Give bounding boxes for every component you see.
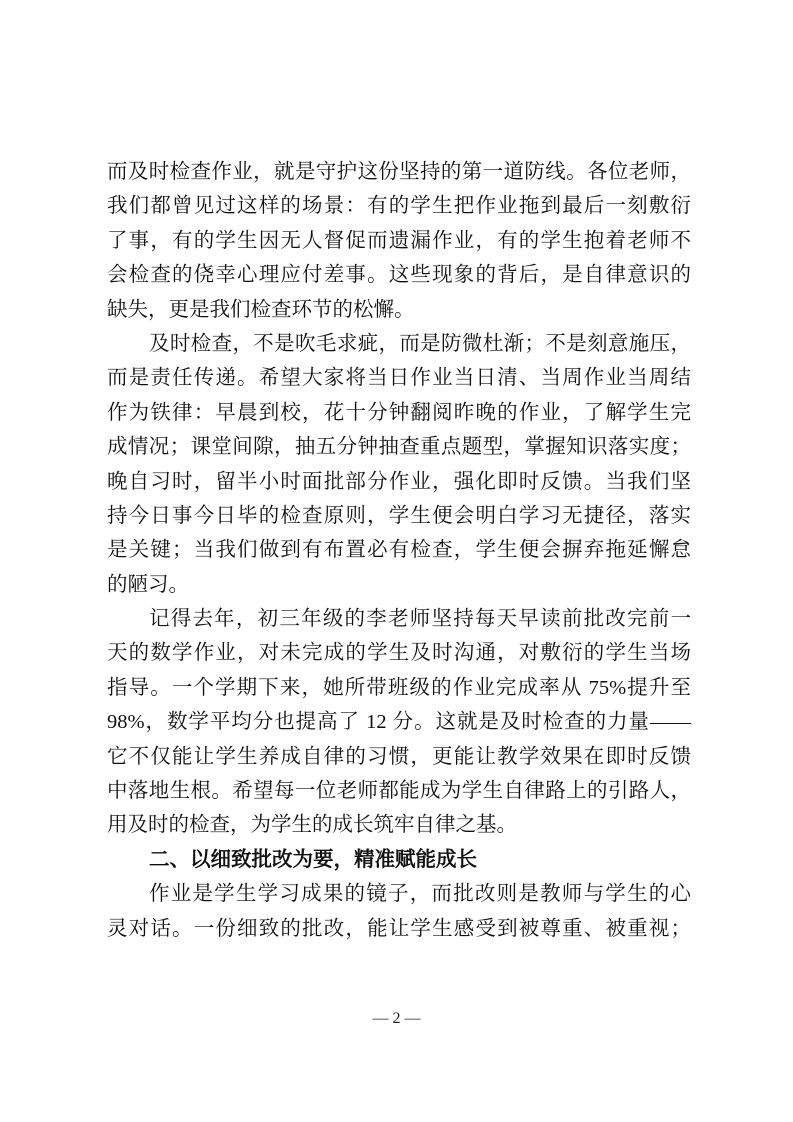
text-line: 及时检查，不是吹毛求疵，而是防微杜渐；不是刻意施压， — [149, 332, 691, 355]
text-line: 记得去年，初三年级的李老师坚持每天早读前批改完前一 — [149, 608, 691, 631]
text-line: 成情况；课堂间隙，抽五分钟抽查重点题型，掌握知识落实度； — [107, 436, 691, 459]
text-line: 用及时的检查，为学生的成长筑牢自律之基。 — [107, 814, 517, 837]
text-line: 的陋习。 — [107, 573, 189, 596]
paragraph — [107, 155, 691, 327]
text-line: 灵对话。一份细致的批改，能让学生感受到被尊重、被重视； — [107, 917, 691, 940]
paragraph — [107, 877, 691, 946]
section-heading — [107, 843, 691, 877]
text-line: 天的数学作业，对未完成的学生及时沟通，对敷衍的学生当场 — [107, 642, 691, 665]
text-line: 而及时检查作业，就是守护这份坚持的第一道防线。各位老师， — [107, 161, 691, 183]
text-line: 会检查的侥幸心理应付差事。这些现象的背后，是自律意识的 — [107, 264, 691, 287]
heading-text: 二、以细致批改为要，精准赋能成长 — [149, 848, 477, 871]
page-number: — 2 — — [372, 1010, 421, 1027]
text-line: 它不仅能让学生养成自律的习惯，更能让教学效果在即时反馈 — [107, 745, 691, 768]
text-line: 作为铁律：早晨到校，花十分钟翻阅昨晚的作业，了解学生完 — [107, 401, 691, 424]
document-body — [107, 155, 691, 946]
text-line: 持今日事今日毕的检查原则，学生便会明白学习无捷径，落实 — [107, 504, 691, 527]
paragraph — [107, 602, 691, 843]
text-line: 缺失，更是我们检查环节的松懈。 — [107, 298, 415, 321]
text-line: 作业是学生学习成果的镜子，而批改则是教师与学生的心 — [149, 883, 691, 906]
text-line: 中落地生根。希望每一位老师都能成为学生自律路上的引路人， — [107, 780, 691, 803]
text-line: 98%，数学平均分也提高了 12 分。这就是及时检查的力量—— — [107, 711, 691, 734]
text-line: 了事，有的学生因无人督促而遗漏作业，有的学生抱着老师不 — [107, 229, 691, 252]
text-line: 是关键；当我们做到有布置必有检查，学生便会摒弃拖延懈怠 — [107, 539, 691, 562]
text-line: 晚自习时，留半小时面批部分作业，强化即时反馈。当我们坚 — [107, 470, 691, 493]
text-line: 我们都曾见过这样的场景：有的学生把作业拖到最后一刻敷衍 — [107, 195, 691, 218]
paragraph — [107, 327, 691, 602]
text-line: 而是责任传递。希望大家将当日作业当日清、当周作业当周结 — [107, 367, 691, 390]
text-line: 指导。一个学期下来，她所带班级的作业完成率从 75%提升至 — [107, 676, 691, 699]
